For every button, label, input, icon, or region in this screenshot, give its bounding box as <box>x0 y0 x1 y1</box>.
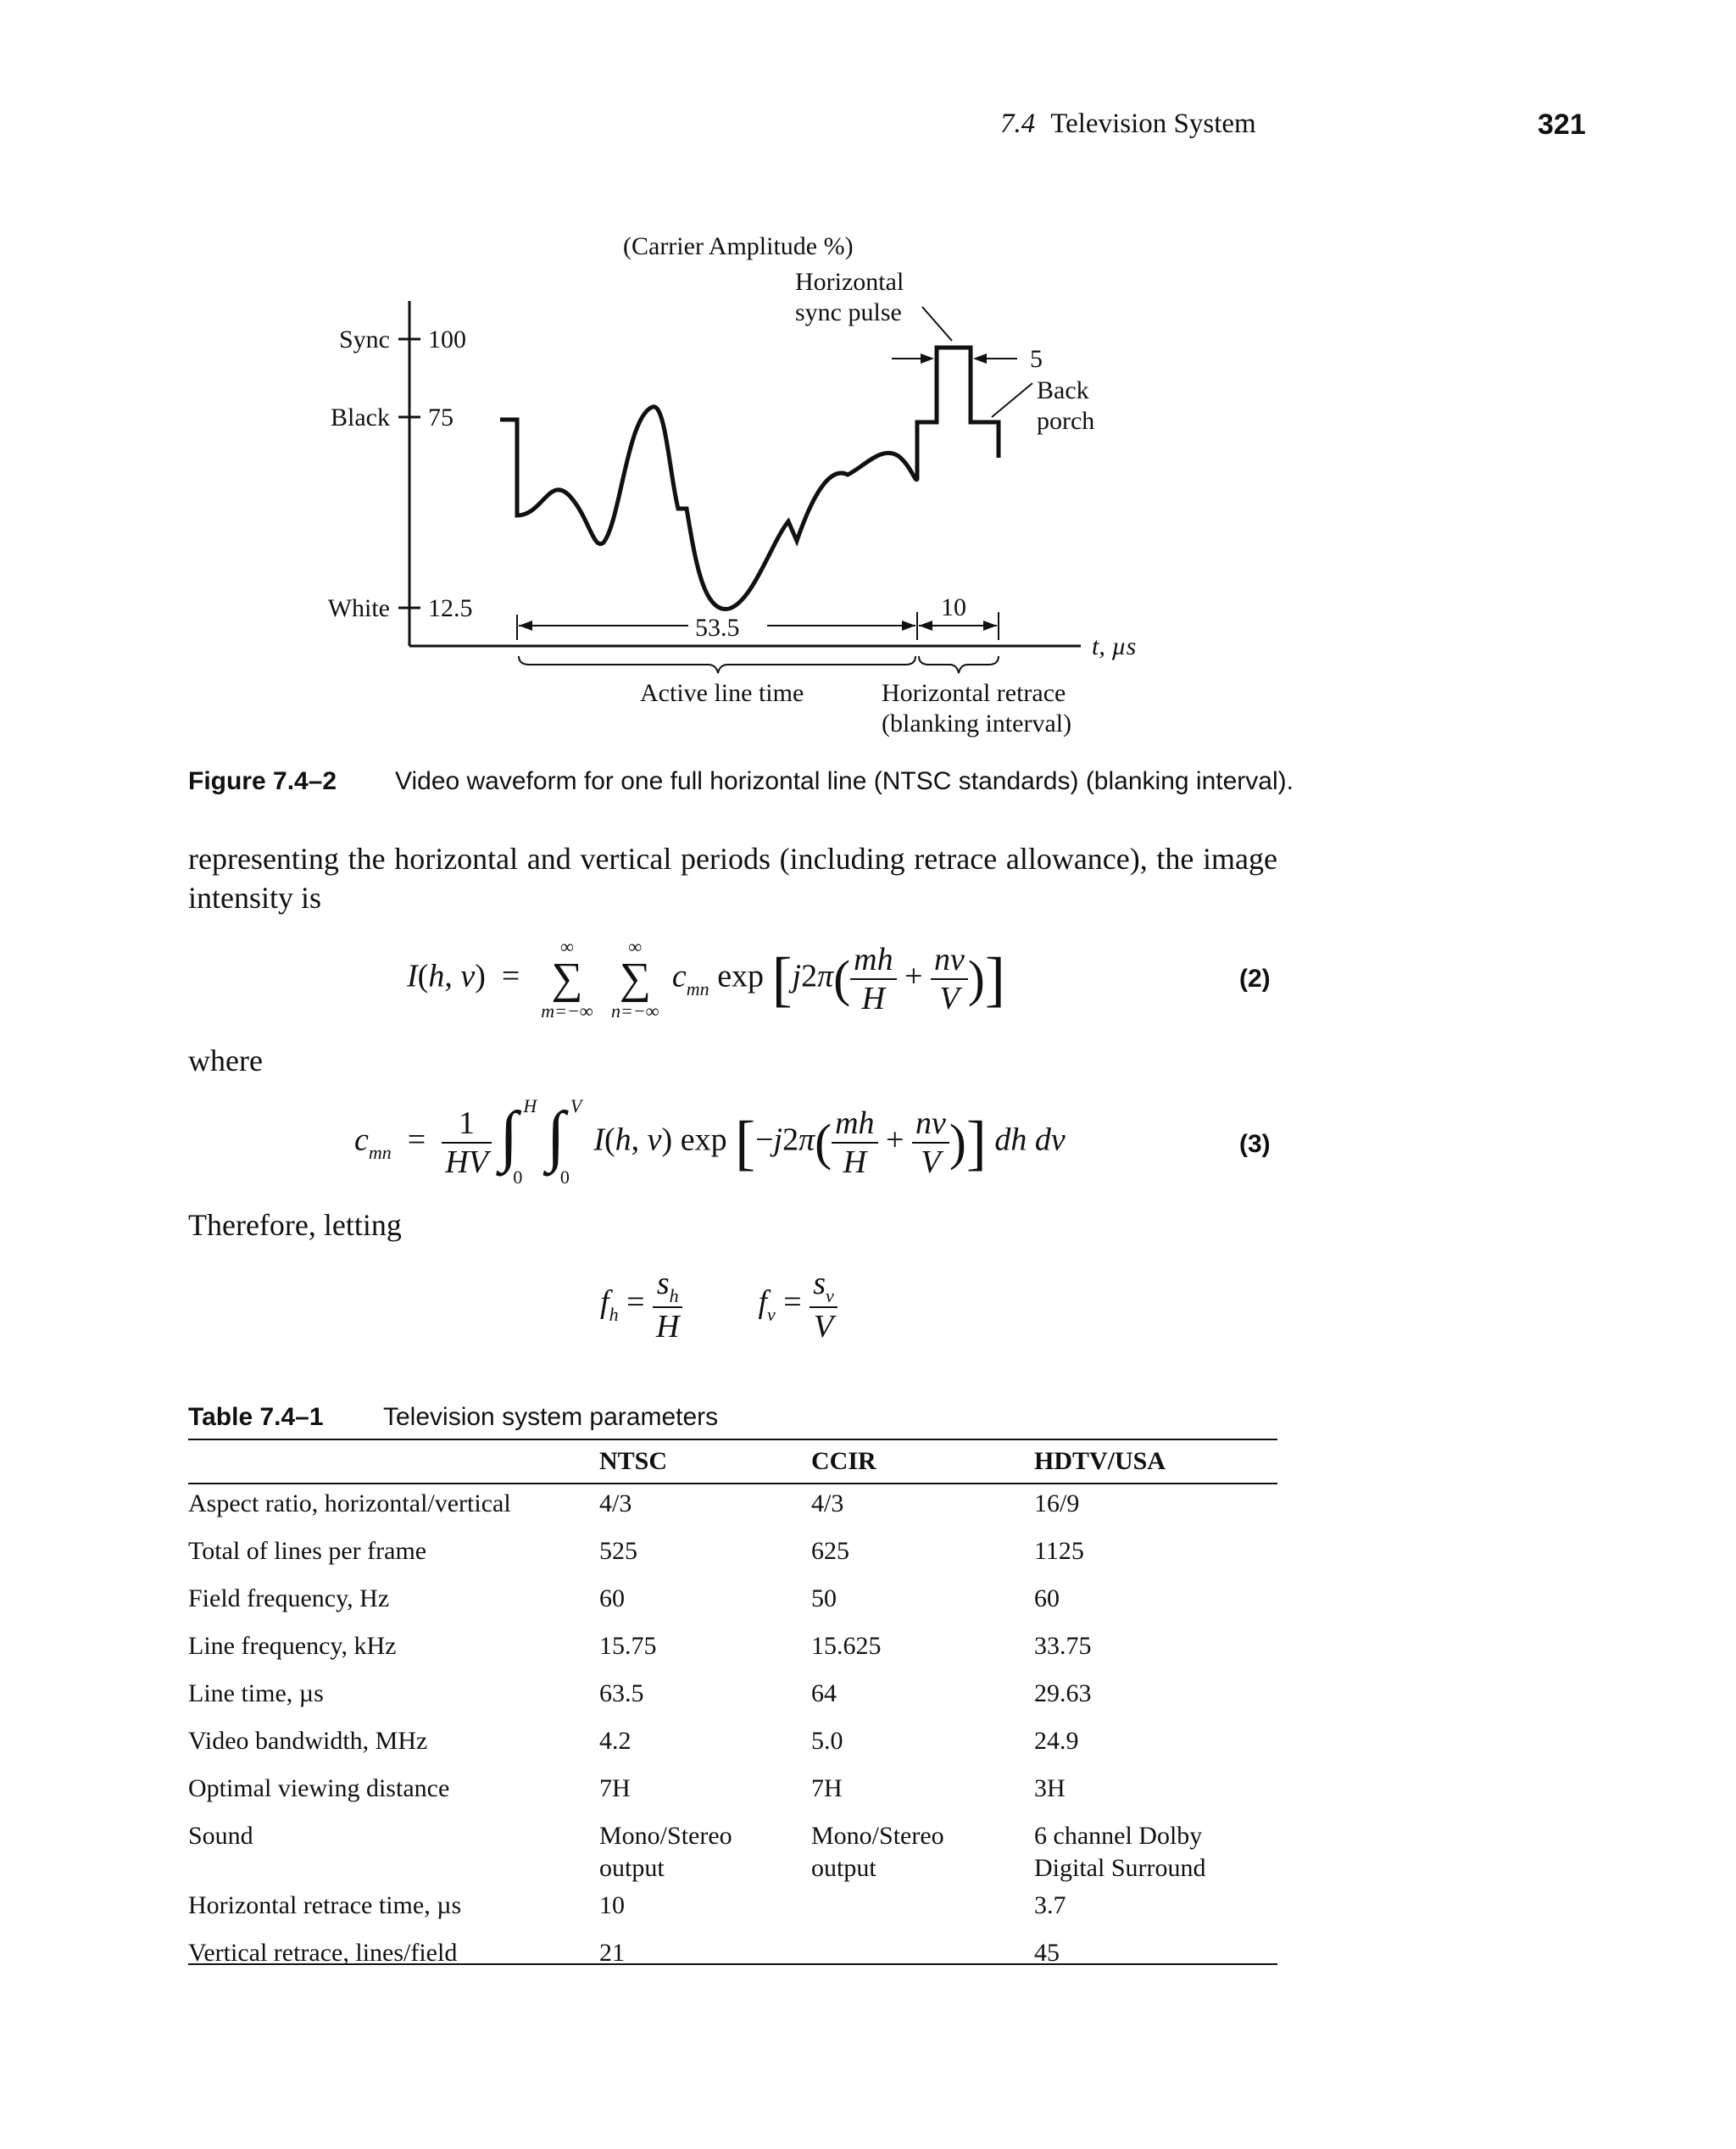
table-cell: 24.9 <box>1034 1727 1079 1755</box>
frequency-definitions: $f_h$ = $\frac{s_h}{H}$ $f_v$ = $\frac{s_v}{V}$ <box>600 1265 837 1345</box>
sync-pulse-pointer <box>922 307 952 341</box>
table-cell: 625 <box>811 1537 849 1565</box>
table-cell: 33.75 <box>1034 1632 1092 1660</box>
table-cell: 45 <box>1034 1939 1060 1967</box>
table-cell: 4/3 <box>599 1489 632 1517</box>
where-text: where <box>188 1044 263 1077</box>
table-cell: 7H <box>811 1774 843 1802</box>
level-name-sync: Sync <box>339 326 390 354</box>
table-cell: 6 channel Dolby Digital Surround <box>1034 1822 1206 1882</box>
waveform-diagram <box>288 229 1187 746</box>
table-header-row <box>188 1440 1277 1483</box>
table-cell: 3H <box>1034 1774 1066 1802</box>
table-cell: 21 <box>599 1939 625 1967</box>
level-value-black: 75 <box>428 404 453 431</box>
table-row <box>188 1483 1277 1530</box>
table-row <box>188 1815 1277 1885</box>
back-porch-label-line1: Back <box>1037 376 1089 404</box>
table-cell: 4/3 <box>811 1489 844 1517</box>
table-grid <box>188 1440 1277 1979</box>
table-cell: Video bandwidth, MHz <box>188 1727 428 1755</box>
table-label: Table 7.4–1 <box>188 1403 324 1431</box>
table-cell: 50 <box>811 1584 837 1612</box>
table-cell: Optimal viewing distance <box>188 1774 450 1802</box>
table-cell: 60 <box>599 1584 625 1612</box>
table-cell: 5.0 <box>811 1727 843 1755</box>
table-cell: Line time, µs <box>188 1679 324 1707</box>
equation-2: I(h, v) = ∞ ∑ m=−∞ ∞ ∑ n=−∞ $c_{mn}$ exp [j2π( $\frac{mh}{H}$ + $\frac{nv}{V}$ )] <box>407 936 1005 1022</box>
table-cell: Field frequency, Hz <box>188 1584 390 1612</box>
table-cell: Line frequency, kHz <box>188 1632 397 1660</box>
level-value-white: 12.5 <box>428 594 473 622</box>
table-cell: 10 <box>599 1891 625 1919</box>
sync-pulse-label-line1: Horizontal <box>795 268 904 296</box>
arrowheads <box>519 354 997 631</box>
retrace-label-line1: Horizontal retrace <box>882 679 1066 707</box>
table-cell: 7H <box>599 1774 631 1802</box>
active-brace <box>519 656 915 673</box>
table-row <box>188 1625 1277 1673</box>
retrace-label-line2: (blanking interval) <box>882 710 1072 738</box>
section-title: Television System <box>1050 109 1256 139</box>
table-cell: 16/9 <box>1034 1489 1080 1517</box>
waveform-line <box>500 348 999 610</box>
table-cell: 3.7 <box>1034 1891 1066 1919</box>
table-cell: 29.63 <box>1034 1679 1092 1707</box>
table-cell <box>811 1932 1034 1979</box>
table-row <box>188 1530 1277 1578</box>
back-porch-pointer <box>992 383 1032 417</box>
table-cell: Mono/Stereo output <box>599 1822 732 1882</box>
table-row <box>188 1768 1277 1815</box>
table-row <box>188 1578 1277 1625</box>
pulse-width-label: 5 <box>1030 345 1043 373</box>
table-cell: 64 <box>811 1679 837 1707</box>
figure-caption-text: Video waveform for one full horizontal line (NTSC standards) (blanking interval). <box>395 767 1294 795</box>
header-cell: HDTV/USA <box>1034 1447 1166 1475</box>
table-cell: Vertical retrace, lines/field <box>188 1939 458 1967</box>
back-porch-label-line2: porch <box>1037 407 1095 435</box>
equation-number-3: (3) <box>1239 1130 1271 1158</box>
table-cell: Mono/Stereo output <box>811 1822 944 1882</box>
level-name-black: Black <box>331 404 390 431</box>
retrace-brace <box>919 656 999 673</box>
table-row <box>188 1885 1277 1932</box>
body-paragraph: representing the horizontal and vertical periods (including retrace allowance), the image intensity is <box>188 842 1277 915</box>
header-cell: NTSC <box>599 1447 668 1475</box>
table-row <box>188 1720 1277 1768</box>
table-bottom-rule <box>188 1963 1277 1965</box>
header-cell: CCIR <box>811 1447 876 1475</box>
table-cell: 15.75 <box>599 1632 657 1660</box>
figure-top-label: (Carrier Amplitude %) <box>623 232 854 260</box>
equation-3: $c_{mn}$ = $\frac{1}{HV}$ ∫ H 0 ∫ V 0 I(h, v) exp [−j2π( $\frac{mh}{H}$ + $\frac{nv}{V}$ )] dh dv <box>354 1095 1066 1188</box>
active-line-label: Active line time <box>640 679 804 707</box>
table-cell: Aspect ratio, horizontal/vertical <box>188 1489 511 1517</box>
table-row <box>188 1673 1277 1720</box>
active-duration-label: 53.5 <box>695 614 740 642</box>
t-axis-label: t, µs <box>1092 632 1137 660</box>
level-name-white: White <box>327 594 390 622</box>
therefore-text: Therefore, letting <box>188 1208 402 1242</box>
figure-caption <box>188 767 1307 796</box>
table-cell: Total of lines per frame <box>188 1537 427 1565</box>
table-cell: 4.2 <box>599 1727 632 1755</box>
level-value-sync: 100 <box>428 326 466 354</box>
table-cell: Horizontal retrace time, µs <box>188 1891 462 1919</box>
table-row <box>188 1932 1277 1979</box>
page-number: 321 <box>1538 109 1586 141</box>
table-cell: 63.5 <box>599 1679 644 1707</box>
retrace-duration-label: 10 <box>941 593 966 621</box>
table-caption <box>188 1403 718 1432</box>
table-cell: 60 <box>1034 1584 1060 1612</box>
running-header <box>1000 109 1256 140</box>
table-cell: 525 <box>599 1537 637 1565</box>
figure-label: Figure 7.4–2 <box>188 767 337 795</box>
table-caption-text: Television system parameters <box>383 1403 719 1431</box>
equation-number-2: (2) <box>1239 965 1271 993</box>
header-cell <box>188 1440 599 1483</box>
table-cell: 15.625 <box>811 1632 882 1660</box>
table-cell <box>811 1885 1034 1932</box>
sync-pulse-label-line2: sync pulse <box>795 298 902 326</box>
table-cell: 1125 <box>1034 1537 1084 1565</box>
table-cell: Sound <box>188 1822 253 1850</box>
section-number: 7.4 <box>1000 109 1036 139</box>
waveform-figure <box>288 229 1187 746</box>
